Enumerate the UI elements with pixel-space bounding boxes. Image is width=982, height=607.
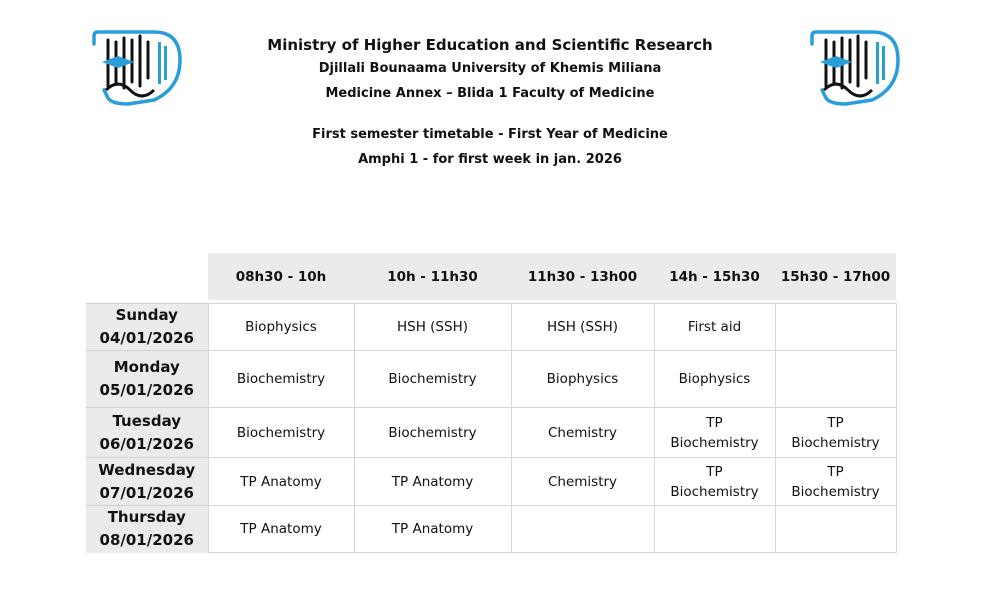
course-label: Chemistry [547,473,618,490]
course-label: Biochemistry [670,483,759,500]
slot-header: 10h - 11h30 [354,253,511,300]
course-label: TP [706,463,723,480]
course-cell [654,458,775,506]
day-date: 08/01/2026 [99,531,194,550]
day-cell [86,458,208,506]
course-label: Chemistry [547,424,618,441]
day-name: Tuesday [112,411,182,430]
course-label: Biochemistry [236,424,326,441]
slot-header: 14h - 15h30 [654,253,775,300]
course-cell [511,351,654,408]
course-cell [775,304,896,351]
day-date: 07/01/2026 [99,483,194,502]
course-label: TP Anatomy [240,521,322,537]
course-cell [654,506,775,553]
day-date: 04/01/2026 [99,329,194,347]
course-cell [354,304,511,351]
table-row [86,506,896,553]
course-label: Biochemistry [791,483,880,500]
table-row [86,458,896,506]
course-label: HSH (SSH) [397,319,468,335]
course-label: TP Anatomy [391,521,474,537]
course-cell [654,304,775,351]
course-cell [654,408,775,458]
course-label: Biophysics [546,371,619,387]
course-label: TP [827,414,844,431]
course-cell [208,304,354,351]
course-label: Biochemistry [388,424,477,441]
day-name: Thursday [107,508,186,527]
course-label: Biochemistry [791,434,880,451]
course-cell [208,351,354,408]
table-row [86,304,896,351]
timetable-subtitle: Amphi 1 - for first week in jan. 2026 [358,152,622,167]
course-cell [775,506,896,553]
course-cell [511,458,654,506]
day-cell [86,351,208,408]
table-row [86,408,896,458]
course-label: Biophysics [678,371,751,387]
course-cell [775,458,896,506]
table-row [86,351,896,408]
course-label: Biochemistry [236,371,326,387]
course-cell [208,458,354,506]
course-label: TP Anatomy [391,473,474,490]
course-cell [511,304,654,351]
annex-heading: Medicine Annex – Blida 1 Faculty of Medicine [325,86,655,101]
day-cell [86,506,208,553]
course-cell [354,351,511,408]
timetable [86,253,897,553]
day-date: 05/01/2026 [99,381,194,399]
course-cell [354,506,511,553]
slot-header: 11h30 - 13h00 [511,253,654,300]
day-name: Monday [113,358,180,376]
course-cell [775,351,896,408]
course-label: TP Anatomy [240,473,322,490]
slot-header: 15h30 - 17h00 [775,253,896,300]
timetable-header-row [86,253,896,300]
course-cell [354,458,511,506]
course-cell [354,408,511,458]
timetable-title: First semester timetable - First Year of Medicine [312,127,668,142]
course-label: HSH (SSH) [547,319,618,335]
day-cell [86,304,208,351]
university-logo-right [806,28,906,118]
course-label: TP [706,414,723,431]
course-cell [654,351,775,408]
day-cell [86,408,208,458]
day-date: 06/01/2026 [99,434,194,453]
course-cell [208,506,354,553]
university-heading: Djillali Bounaama University of Khemis Miliana [318,61,662,76]
day-name: Sunday [115,306,178,324]
course-label: TP [827,463,844,480]
day-name: Wednesday [98,460,196,479]
course-cell [511,408,654,458]
university-logo-left [88,28,188,118]
ministry-heading: Ministry of Higher Education and Scientific Research [267,36,713,54]
corner-cell [86,253,208,300]
course-cell [208,408,354,458]
course-label: Biochemistry [388,371,477,387]
slot-header: 08h30 - 10h [208,253,354,300]
course-cell [775,408,896,458]
course-label: Biophysics [245,319,317,335]
course-label: First aid [687,319,742,335]
course-cell [511,506,654,553]
course-label: Biochemistry [670,434,759,451]
